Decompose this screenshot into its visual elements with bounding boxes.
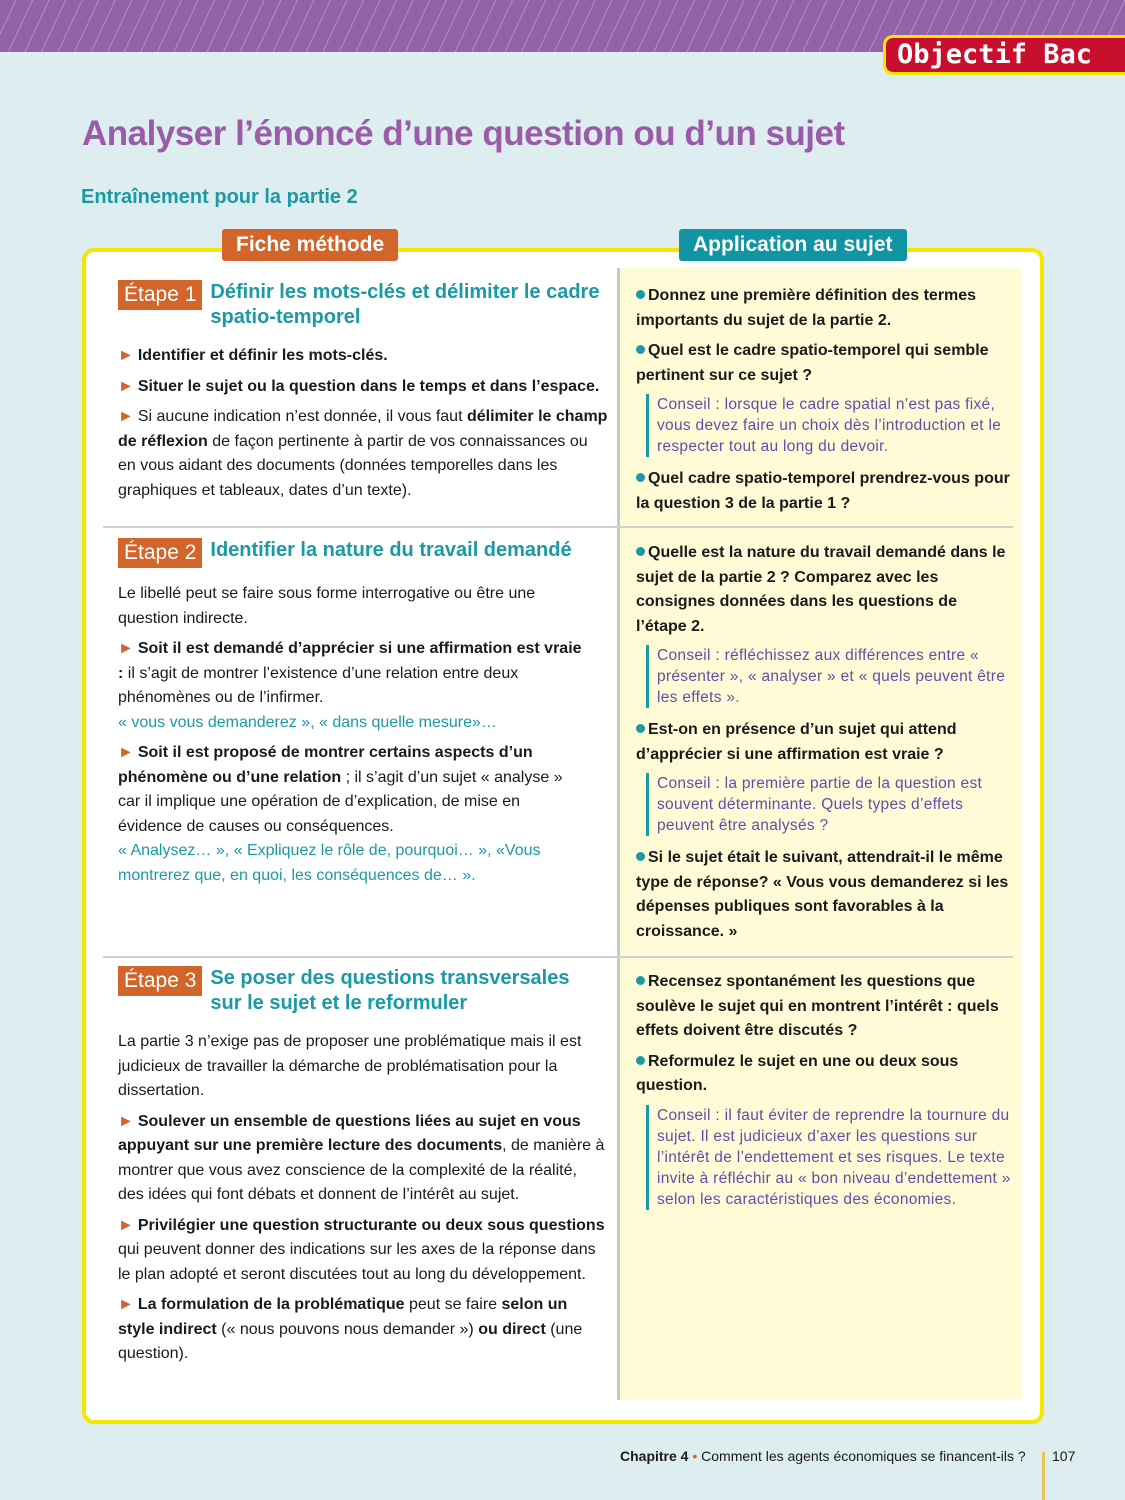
arrow-icon: ►	[118, 347, 134, 364]
step-2	[118, 538, 588, 894]
bullet-icon	[636, 976, 645, 985]
arrow-icon: ►	[118, 1216, 134, 1234]
bullet-icon	[636, 345, 645, 354]
question: Recensez spontanément les questions que soulève le sujet qui en montrent l’intérêt : quels effets doivent être discutés ?	[636, 973, 999, 1039]
separator: •	[688, 1448, 702, 1464]
page-number: 107	[1052, 1448, 1076, 1464]
footer	[620, 1448, 1026, 1464]
section-divider	[103, 956, 1013, 958]
text: Soulever un ensemble de questions liées au sujet en vous appuyant sur une première lecture des documents	[118, 1112, 581, 1154]
question: Est-on en présence d’un sujet qui attend d’apprécier si une affirmation est vraie ?	[636, 721, 957, 763]
example: « vous vous demanderez », « dans quelle mesure»…	[118, 713, 497, 731]
chapter-title: Comment les agents économiques se financent-ils ?	[701, 1448, 1026, 1464]
text: Privilégier une question structurante ou deux sous questions	[137, 1216, 605, 1234]
step-3	[118, 966, 606, 1373]
conseil: Conseil : réfléchissez aux différences entre « présenter », « analyser » et « quels peuvent être les effets ».	[646, 645, 1011, 708]
arrow-icon: ►	[118, 640, 134, 657]
text: Si aucune indication n’est donnée, il vous faut	[137, 408, 467, 425]
bullet-icon	[636, 852, 645, 861]
step-1	[118, 280, 608, 509]
example: « Analysez… », « Expliquez le rôle de, pourquoi… », «Vous montrerez que, en quoi, les conséquences de… ».	[118, 842, 541, 884]
application-2	[636, 541, 1011, 950]
arrow-icon: ►	[118, 377, 134, 395]
question: Reformulez le sujet en une ou deux sous question.	[636, 1052, 959, 1094]
step-intro: Le libellé peut se faire sous forme interrogative ou être une question indirecte.	[118, 585, 536, 627]
tab-application: Application au sujet	[679, 229, 907, 261]
tab-fiche-methode: Fiche méthode	[222, 229, 398, 261]
text: Soit il est proposé de montrer certains aspects d’un phénomène ou d’une relation	[118, 744, 533, 786]
text: de façon pertinente à partir de vos connaissances ou en vous aidant des documents (données temporelles dans les graphiques et tableaux, dates d’un texte).	[118, 432, 588, 499]
text: (« nous pouvons nous demander »)	[216, 1320, 479, 1338]
text: il s’agit de montrer l’existence d’une relation entre deux phénomènes ou de l’infirmer.	[118, 664, 519, 706]
bullet-icon	[636, 290, 645, 299]
step-title: Définir les mots-clés et délimiter le cadre spatio-temporel	[210, 281, 600, 328]
text: ; il s’agit d’un sujet « analyse » car il implique une opération de d’explication, de mise en évidence de causes ou conséquences.	[118, 768, 563, 835]
bullet-icon	[636, 473, 645, 482]
step-badge: Étape 1	[118, 280, 202, 310]
objectif-bac-badge: Objectif Bac	[883, 35, 1125, 75]
step-badge: Étape 3	[118, 966, 202, 996]
conseil: Conseil : il faut éviter de reprendre la tournure du sujet. Il est judicieux d’axer les questions sur l’intérêt de l’endettement et ses risques. Le texte invite à réfléchir au « bon niveau d’endettement » selon les caractéristiques des économies.	[646, 1105, 1011, 1210]
text: délimiter le champ de réflexion	[118, 408, 608, 450]
column-divider	[617, 268, 620, 1400]
section-divider	[103, 526, 1013, 528]
step-item: Situer le sujet ou la question dans le temps et dans l’espace.	[137, 377, 600, 395]
text: , de manière à montrer que vous avez conscience de la complexité de la réalité, des idées qui font débats et donnent de l’intérêt au sujet.	[118, 1137, 605, 1203]
step-title: Se poser des questions transversales sur le sujet et le reformuler	[210, 967, 570, 1014]
text: (une question).	[118, 1320, 583, 1362]
application-3	[636, 970, 1011, 1220]
question: Quelle est la nature du travail demandé dans le sujet de la partie 2 ? Comparez avec les consignes données dans les questions de l’étape 2.	[636, 544, 1006, 635]
step-intro: La partie 3 n’exige pas de proposer une problématique mais il est judicieux de travailler la démarche de problématisation pour la dissertation.	[118, 1033, 582, 1099]
arrow-icon: ►	[118, 1112, 134, 1130]
bullet-icon	[636, 724, 645, 733]
question: Si le sujet était le suivant, attendrait-il le même type de réponse? « Vous vous demanderez si les dépenses publiques sont favorables à la croissance. »	[636, 849, 1009, 940]
step-title: Identifier la nature du travail demandé	[210, 539, 572, 561]
bullet-icon	[636, 1056, 645, 1065]
chapter-label: Chapitre 4	[620, 1448, 689, 1464]
step-item: Identifier et définir les mots-clés.	[137, 347, 388, 364]
conseil: Conseil : lorsque le cadre spatial n’est pas fixé, vous devez faire un choix dès l’introduction et le respecter tout au long du devoir.	[646, 394, 1011, 457]
page-title: Analyser l’énoncé d’une question ou d’un sujet	[82, 114, 845, 153]
conseil: Conseil : la première partie de la question est souvent déterminante. Quels types d’effets peuvent être analysés ?	[646, 773, 1011, 836]
application-1	[636, 284, 1011, 522]
text: qui peuvent donner des indications sur les axes de la réponse dans le plan adopté et seront discutées tout au long du développement.	[118, 1241, 596, 1283]
step-badge: Étape 2	[118, 538, 202, 568]
bullet-icon	[636, 547, 645, 556]
text: selon un style indirect	[118, 1296, 568, 1338]
page-number-bar	[1042, 1452, 1045, 1500]
text: La formulation de la problématique	[137, 1296, 405, 1313]
question: Donnez une première définition des termes importants du sujet de la partie 2.	[636, 287, 977, 329]
text: Soit il est demandé d’apprécier si une affirmation est vraie :	[118, 640, 582, 682]
text: peut se faire	[404, 1296, 502, 1313]
arrow-icon: ►	[118, 1296, 134, 1313]
text: ou direct	[478, 1320, 546, 1338]
arrow-icon: ►	[118, 744, 134, 761]
question: Quel est le cadre spatio-temporel qui semble pertinent sur ce sujet ?	[636, 342, 989, 384]
page-subtitle: Entraînement pour la partie 2	[81, 186, 358, 208]
question: Quel cadre spatio-temporel prendrez-vous pour la question 3 de la partie 1 ?	[636, 470, 1010, 512]
arrow-icon: ►	[118, 408, 134, 425]
